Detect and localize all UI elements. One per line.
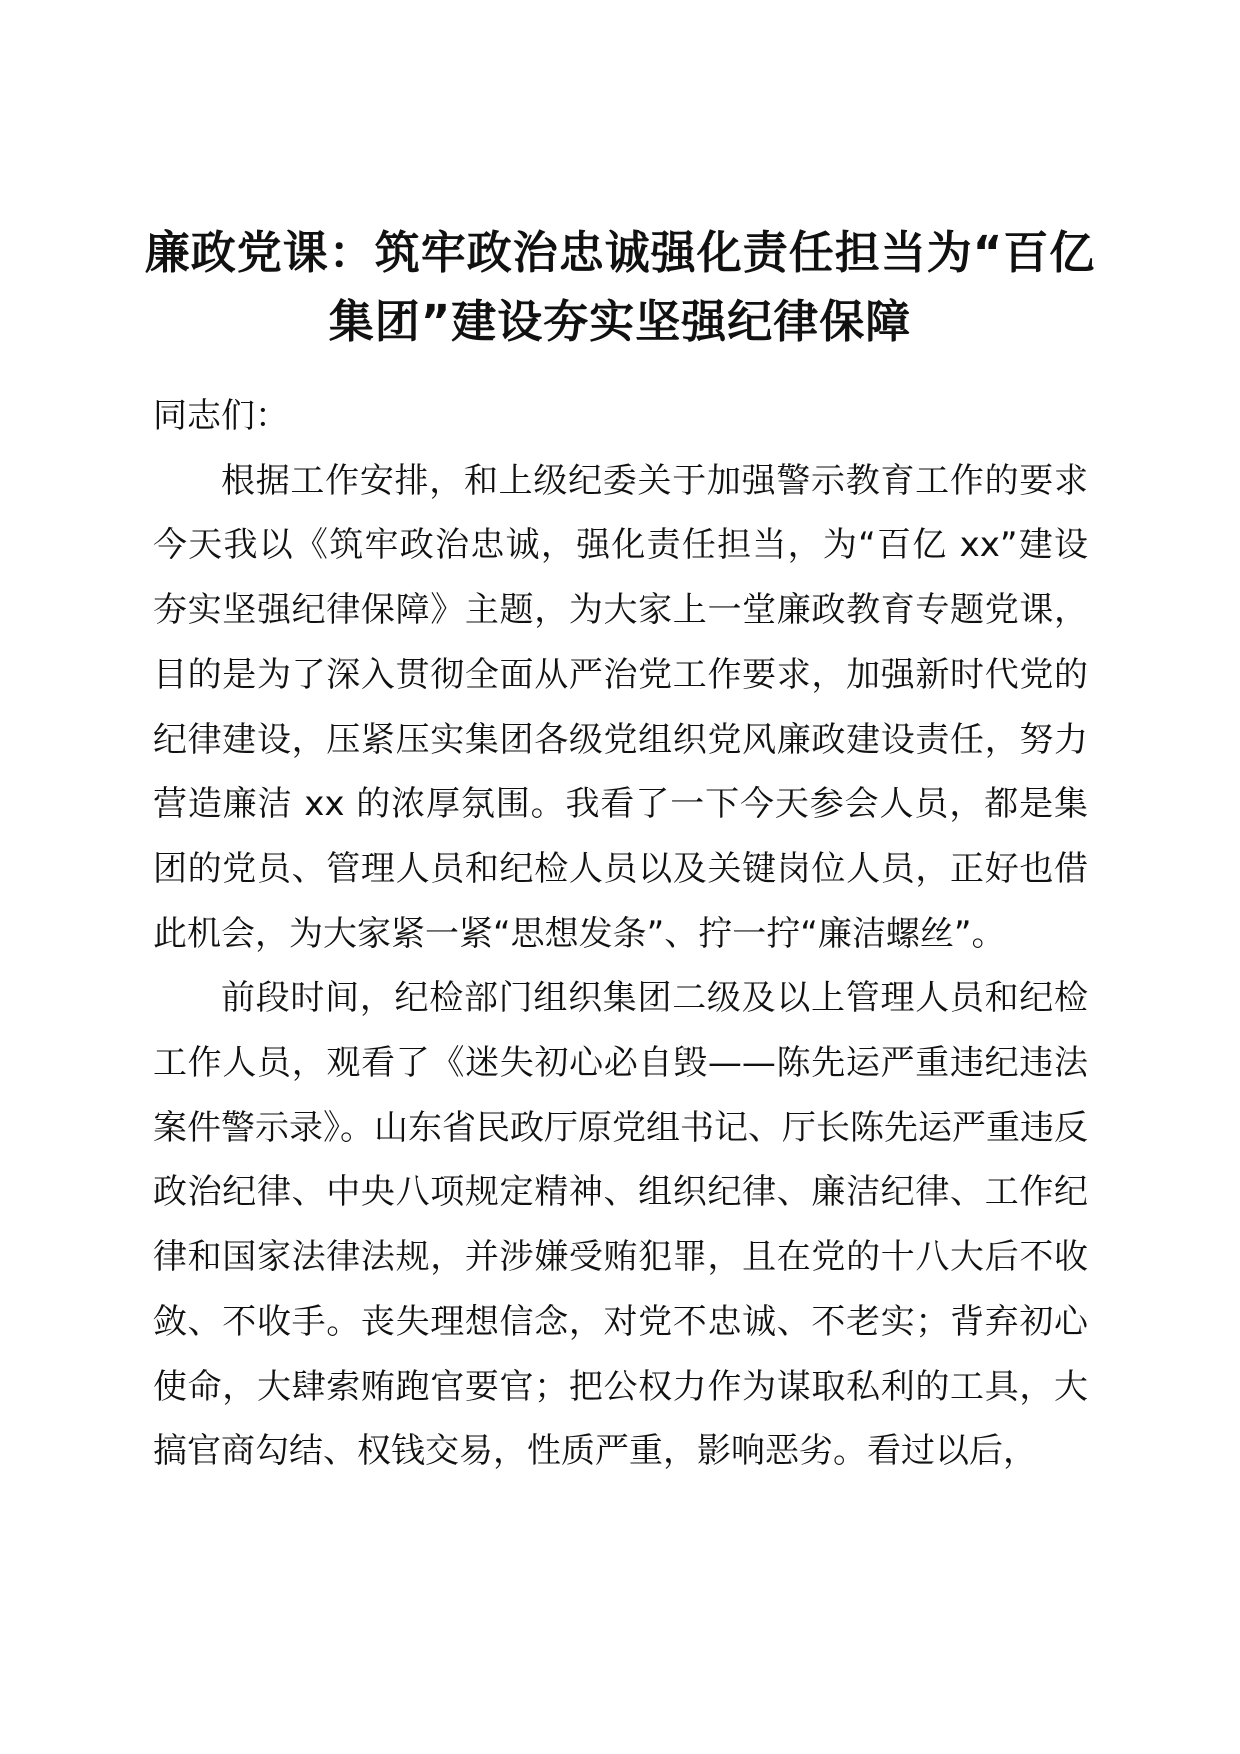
- salutation: 同志们：: [153, 396, 289, 436]
- paragraph-1: 根据工作安排，和上级纪委关于加强警示教育工作的要求今天我以《筑牢政治忠诚，强化责任担当，为“百亿 xx”建设夯实坚强纪律保障》主题，为大家上一堂廉政教育专题党课，目的是为了深入贯彻全面从严治党工作要求，加强新时代党的纪律建设，压紧压实集团各级党组织党风廉政建设责任，努力营造廉洁 xx 的浓厚氛围。我看了一下今天参会人员，都是集团的党员、管理人员和纪检人员以及关键岗位人员，正好也借此机会，为大家紧一紧“思想发条”、拧一拧“廉洁螺丝”。: [153, 460, 1088, 954]
- document-body: [153, 384, 1088, 1484]
- document-title: 廉政党课：筑牢政治忠诚强化责任担当为“百亿集团”建设夯实坚强纪律保障: [144, 226, 1096, 348]
- paragraph-2: 前段时间，纪检部门组织集团二级及以上管理人员和纪检工作人员，观看了《迷失初心必自毁——陈先运严重违纪违法案件警示录》。山东省民政厅原党组书记、厅长陈先运严重违反政治纪律、中央八项规定精神、组织纪律、廉洁纪律、工作纪律和国家法律法规，并涉嫌受贿犯罪，且在党的十八大后不收敛、不收手。丧失理想信念，对党不忠诚、不老实；背弃初心使命，大肆索贿跑官要官；把公权力作为谋取私利的工具，大搞官商勾结、权钱交易，性质严重，影响恶劣。看过以后，: [153, 978, 1088, 1472]
